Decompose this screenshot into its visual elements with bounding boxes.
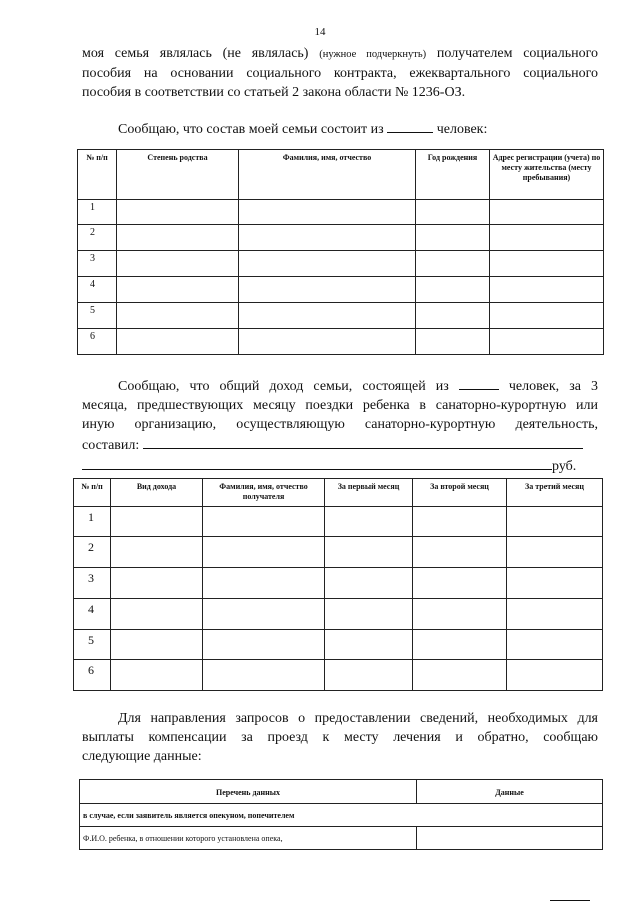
table2-header-month2: За второй месяц (413, 479, 507, 507)
relation-cell[interactable] (117, 200, 239, 225)
income-type-cell[interactable] (111, 537, 203, 568)
address-cell[interactable] (490, 200, 604, 225)
requests-line-3: следующие данные: (82, 749, 202, 764)
address-cell[interactable] (490, 251, 604, 277)
month1-cell[interactable] (325, 507, 413, 537)
data-list-table (79, 779, 603, 850)
table2-header-month1: За первый месяц (325, 479, 413, 507)
child-name-label: Ф.И.О. ребенка, в отношении которого установлена опека, (80, 827, 417, 850)
month1-cell[interactable] (325, 630, 413, 660)
month2-cell[interactable] (413, 599, 507, 630)
birthyear-cell[interactable] (416, 277, 490, 303)
currency-label: руб. (552, 459, 577, 474)
table3-header-row (80, 780, 603, 804)
fullname-cell[interactable] (239, 329, 416, 355)
row-number: 4 (78, 277, 117, 303)
intro-line-2: пособия на основании социального контракта, ежеквартального социального (82, 66, 598, 81)
intro-line-3: пособия в соответствии со статьей 2 закона области № 1236-ОЗ. (82, 85, 466, 100)
fullname-cell[interactable] (239, 277, 416, 303)
month1-cell[interactable] (325, 660, 413, 691)
table1-header-fullname: Фамилия, имя, отчество (239, 150, 416, 200)
row-number: 2 (74, 537, 111, 568)
relation-cell[interactable] (117, 277, 239, 303)
family-statement-text: Сообщаю, что состав моей семьи состоит из (118, 122, 384, 137)
recipient-cell[interactable] (203, 568, 325, 599)
child-name-value[interactable] (417, 827, 603, 850)
income-line-3: иную организацию, осуществляющую санаторно-курортную деятельность, (82, 417, 598, 432)
income-type-cell[interactable] (111, 599, 203, 630)
income-type-cell[interactable] (111, 630, 203, 660)
table-row (78, 200, 604, 225)
table2-header-recipient: Фамилия, имя, отчество получателя (203, 479, 325, 507)
table-row (74, 537, 603, 568)
income-total-field[interactable] (143, 434, 583, 449)
month2-cell[interactable] (413, 507, 507, 537)
address-cell[interactable] (490, 303, 604, 329)
table-row (74, 660, 603, 691)
income-type-cell[interactable] (111, 507, 203, 537)
income-total-field-continued[interactable] (82, 455, 552, 470)
family-count-field[interactable] (387, 118, 433, 133)
month3-cell[interactable] (507, 599, 603, 630)
intro-line-1-b: получателем социального (436, 46, 598, 61)
month2-cell[interactable] (413, 537, 507, 568)
recipient-cell[interactable] (203, 599, 325, 630)
table-row (80, 827, 603, 850)
table-row (74, 507, 603, 537)
recipient-cell[interactable] (203, 507, 325, 537)
row-number: 1 (78, 200, 117, 225)
recipient-cell[interactable] (203, 537, 325, 568)
fullname-cell[interactable] (239, 251, 416, 277)
row-number: 3 (74, 568, 111, 599)
underline-hint: (нужное подчеркнуть) (319, 49, 427, 60)
income-table (73, 478, 603, 691)
month3-cell[interactable] (507, 537, 603, 568)
month2-cell[interactable] (413, 630, 507, 660)
recipient-cell[interactable] (203, 630, 325, 660)
table2-header-num: № п/п (74, 479, 111, 507)
month3-cell[interactable] (507, 507, 603, 537)
fullname-cell[interactable] (239, 303, 416, 329)
page-number: 14 (314, 26, 326, 38)
row-number: 1 (74, 507, 111, 537)
month2-cell[interactable] (413, 660, 507, 691)
income-line-2: месяца, предшествующих месяцу поездки ребенка в санаторно-курортную или (82, 398, 598, 413)
requests-line-2: выплаты компенсации за проезд к месту лечения и обратно, сообщаю (82, 730, 598, 745)
address-cell[interactable] (490, 329, 604, 355)
table-row (78, 329, 604, 355)
income-line-1-b: человек, за 3 (508, 379, 599, 394)
income-line-1 (82, 375, 598, 396)
intro-paragraph (82, 44, 598, 102)
relation-cell[interactable] (117, 251, 239, 277)
income-line-1-a: Сообщаю, что общий доход семьи, состоящей из (118, 379, 449, 394)
birthyear-cell[interactable] (416, 329, 490, 355)
row-number: 4 (74, 599, 111, 630)
relation-cell[interactable] (117, 225, 239, 251)
family-statement (118, 118, 598, 139)
table1-header-row (78, 150, 604, 200)
month1-cell[interactable] (325, 568, 413, 599)
income-type-cell[interactable] (111, 660, 203, 691)
intro-line-1-a: моя семья являлась (не являлась) (82, 46, 309, 61)
income-total-label: составил: (82, 438, 140, 453)
requests-line-1: Для направления запросов о предоставлении сведений, необходимых для (118, 711, 598, 726)
month3-cell[interactable] (507, 660, 603, 691)
income-family-count-field[interactable] (459, 375, 499, 390)
family-members-table (77, 149, 604, 355)
family-statement-suffix: человек: (436, 122, 488, 137)
table-row (74, 568, 603, 599)
month2-cell[interactable] (413, 568, 507, 599)
requests-statement (82, 709, 598, 766)
address-cell[interactable] (490, 277, 604, 303)
relation-cell[interactable] (117, 329, 239, 355)
table-row (78, 251, 604, 277)
table-row (78, 225, 604, 251)
birthyear-cell[interactable] (416, 303, 490, 329)
row-number: 5 (78, 303, 117, 329)
page-divider (550, 900, 590, 901)
table-row (74, 599, 603, 630)
guardian-section-label: в случае, если заявитель является опекуном, попечителем (80, 804, 603, 827)
table1-header-birthyear: Год рождения (416, 150, 490, 200)
table3-header-data: Данные (417, 780, 603, 804)
fullname-cell[interactable] (239, 225, 416, 251)
month3-cell[interactable] (507, 630, 603, 660)
income-line-5 (82, 455, 598, 476)
table1-header-relation: Степень родства (117, 150, 239, 200)
income-statement (82, 375, 598, 476)
month1-cell[interactable] (325, 599, 413, 630)
fullname-cell[interactable] (239, 200, 416, 225)
recipient-cell[interactable] (203, 660, 325, 691)
month1-cell[interactable] (325, 537, 413, 568)
relation-cell[interactable] (117, 303, 239, 329)
table2-header-month3: За третий месяц (507, 479, 603, 507)
intro-line-1 (82, 44, 598, 64)
birthyear-cell[interactable] (416, 251, 490, 277)
row-number: 3 (78, 251, 117, 277)
income-line-4 (82, 434, 598, 455)
birthyear-cell[interactable] (416, 225, 490, 251)
income-type-cell[interactable] (111, 568, 203, 599)
birthyear-cell[interactable] (416, 200, 490, 225)
table3-section-row (80, 804, 603, 827)
row-number: 6 (78, 329, 117, 355)
address-cell[interactable] (490, 225, 604, 251)
table-row (74, 630, 603, 660)
row-number: 6 (74, 660, 111, 691)
table1-header-address: Адрес регистрации (учета) по месту жительства (месту пребывания) (490, 150, 604, 200)
table3-header-list: Перечень данных (80, 780, 417, 804)
table2-header-income-type: Вид дохода (111, 479, 203, 507)
month3-cell[interactable] (507, 568, 603, 599)
table-row (78, 277, 604, 303)
table2-header-row (74, 479, 603, 507)
row-number: 5 (74, 630, 111, 660)
table1-header-num: № п/п (78, 150, 117, 200)
table-row (78, 303, 604, 329)
row-number: 2 (78, 225, 117, 251)
